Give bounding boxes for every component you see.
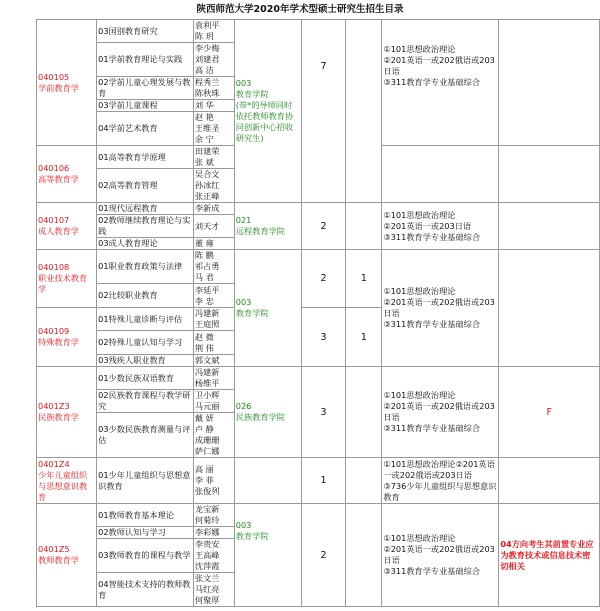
note-blank-4: [499, 250, 600, 367]
direction: 02学前儿童心理发展与教育: [97, 77, 194, 100]
advisor: 卫小辉 马元丽: [193, 390, 234, 413]
note-f: F: [499, 367, 600, 458]
advisor: 郭文斌: [193, 355, 234, 367]
direction: 03国别教育研究: [97, 20, 194, 43]
advisor: 赵 微 荆 伟: [193, 331, 234, 355]
advisor: 董 雍: [193, 238, 234, 250]
note-blank-1: [499, 20, 600, 146]
direction: 03成人教育理论: [97, 238, 194, 250]
direction: 04学前艺术教育: [97, 112, 194, 146]
note-blank-2: [499, 146, 600, 203]
direction: 01职业教育政策与法律: [97, 250, 194, 284]
advisor: 李延平 李 忠: [193, 284, 234, 308]
direction: 03学前儿童课程: [97, 100, 194, 112]
major-040105: 040105 学前教育学: [37, 20, 97, 146]
advisor: 程秀兰 陈秋珠: [193, 77, 234, 100]
direction: 02民族教育课程与教学研究: [97, 390, 194, 413]
advisor: 袁利平 陈 玥: [193, 20, 234, 43]
direction: 02特殊儿童认知与学习: [97, 331, 194, 355]
exam-3: ①101思想政治理论 ②201英语一或202俄语或203日语 ③311教育学专业基础综合: [382, 250, 499, 367]
major-0401Z4: 0401Z4 少年儿童组织与思想意识教育: [37, 458, 97, 504]
advisor: 陈 鹏 祁占勇 马 君: [193, 250, 234, 284]
direction: 03教师教育的课程与教学: [97, 539, 194, 573]
dept-education-3: 003 教育学院: [234, 504, 301, 607]
advisor: 冯建新 王庭照: [193, 308, 234, 331]
quota-1: 7: [301, 20, 346, 203]
advisor: 李贵安 王高峰 沈萍霞: [193, 539, 234, 573]
quota-3: 2: [301, 203, 346, 250]
quota-5b: 1: [346, 308, 382, 367]
page-title: 陕西师范大学2020年学术型硕士研究生招生目录: [196, 4, 404, 15]
note-blank-3: [499, 203, 600, 250]
direction: 01现代远程教育: [97, 203, 194, 215]
direction: 02教师继续教育理论与实践: [97, 215, 194, 238]
quota-8: 2: [301, 504, 346, 607]
direction: 01学前教育理论与实践: [97, 43, 194, 77]
advisor: 刘天才: [193, 215, 234, 238]
direction: 03少数民族教育测量与评估: [97, 413, 194, 458]
advisor: 张文兰 马红亮 何聚厚: [193, 573, 234, 607]
direction: 04智能技术支持的教师教育: [97, 573, 194, 607]
quota-blank-8: [346, 504, 382, 607]
dept-distance: 021 远程教育学院: [234, 203, 301, 250]
note-blank-7: [499, 458, 600, 504]
major-0401Z5: 0401Z5 教师教育学: [37, 504, 97, 607]
direction: 02高等教育管理: [97, 169, 194, 203]
advisor: 冯建新 杨维平: [193, 367, 234, 390]
direction: 01高等教育学原理: [97, 146, 194, 169]
dept-blank-7: [234, 458, 301, 504]
major-040109: 040109 特殊教育学: [37, 308, 97, 367]
quota-blank-6: [346, 367, 382, 458]
dept-ethnic: 026 民族教育学院: [234, 367, 301, 458]
advisor: 田建荣 张 斌: [193, 146, 234, 169]
dept-education-2: 003 教育学院: [234, 250, 301, 367]
note-z5: 04方向考生其前置专业应为教育技术或信息技术密切相关: [499, 504, 600, 607]
catalog-table: [36, 19, 600, 607]
direction: 01少数民族双语教育: [97, 367, 194, 390]
advisor: 高 丽 李 菲 张俊列: [193, 458, 234, 504]
advisor: 刘 华: [193, 100, 234, 112]
advisor: 李彩娜: [193, 527, 234, 539]
direction: 01特殊儿童诊断与评估: [97, 308, 194, 331]
quota-blank-1: [346, 20, 382, 203]
advisor: 李新成: [193, 203, 234, 215]
exam-1: ①101思想政治理论 ②201英语一或202俄语或203日语 ③311教育学专业基础综合: [382, 20, 499, 146]
direction: 02教师认知与学习: [97, 527, 194, 539]
major-040107: 040107 成人教育学: [37, 203, 97, 250]
quota-4b: 1: [346, 250, 382, 308]
dept-education-1: 003 教育学院 (带*的导师同时依托教师教育协同创新中心招收研究生): [234, 20, 301, 203]
exam-2: ①101思想政治理论 ②201英语一或203日语 ③311教育学专业基础综合: [382, 203, 499, 250]
major-0401Z3: 0401Z3 民族教育学: [37, 367, 97, 458]
advisor: 吴合文 孙冰红 张正峰: [193, 169, 234, 203]
advisor: 赵 艳 王维圣 余 宁: [193, 112, 234, 146]
quota-6: 3: [301, 367, 346, 458]
direction: 01少年儿童组织与思想意识教育: [97, 458, 194, 504]
advisor: 龙宝新 何菊玲: [193, 504, 234, 527]
exam-4: ①101思想政治理论 ②201英语一或202俄语或203日语 ③311教育学专业基础综合: [382, 367, 499, 458]
advisor: 戴 妍 卢 静 成珊珊 萨仁娜: [193, 413, 234, 458]
major-040108: 040108 职业技术教育学: [37, 250, 97, 308]
quota-5: 3: [301, 308, 346, 367]
major-040106: 040106 高等教育学: [37, 146, 97, 203]
quota-blank-3: [346, 203, 382, 250]
advisor: 李少梅 刘建君 高 洁: [193, 43, 234, 77]
exam-blank-2: [382, 146, 499, 203]
quota-blank-7: [346, 458, 382, 504]
exam-6: ①101思想政治理论 ②201英语一或202俄语或203日语 ③311教育学专业基础综合: [382, 504, 499, 607]
direction: 01教师教育基本理论: [97, 504, 194, 527]
quota-4: 2: [301, 250, 346, 308]
exam-5: ①101思想政治理论②201英语一或202俄语或203日语 ③736少年儿童组织与思想意识教育: [382, 458, 499, 504]
direction: 03残疾人职业教育: [97, 355, 194, 367]
direction: 02比较职业教育: [97, 284, 194, 308]
quota-7: 1: [301, 458, 346, 504]
